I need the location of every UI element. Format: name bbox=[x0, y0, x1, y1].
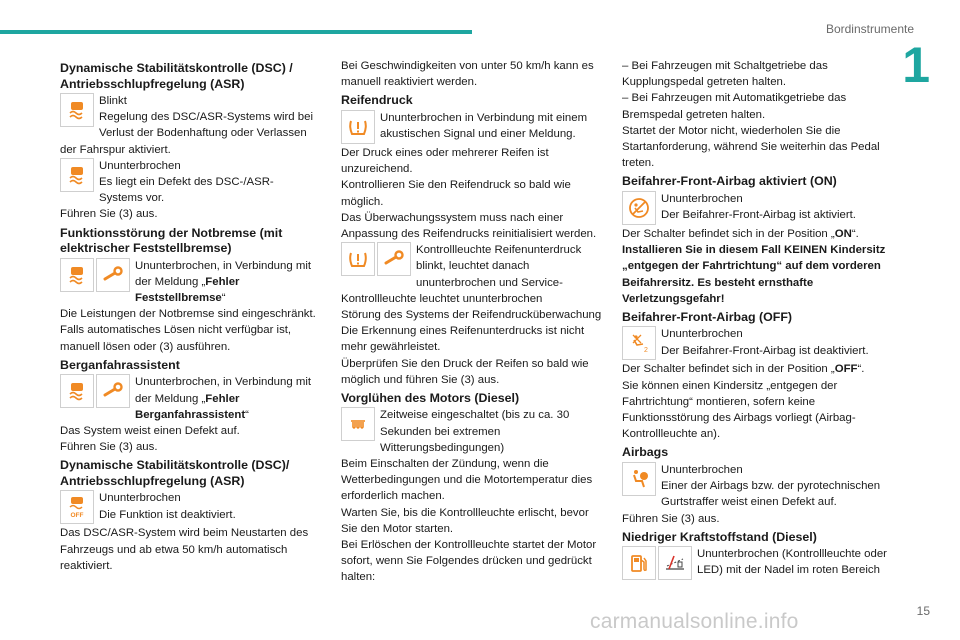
service-wrench-icon bbox=[377, 242, 411, 276]
heading-vorgluehen: Vorglühen des Motors (Diesel) bbox=[341, 390, 520, 405]
description: Beim Einschalten der Zündung, wenn die Wetterbedingungen und die Motortemperatur dies erforderlich machen. bbox=[341, 458, 593, 503]
airbag-off-icon bbox=[622, 326, 656, 360]
skid-off-icon bbox=[60, 490, 94, 524]
fuel-gauge-icon bbox=[658, 546, 692, 580]
heading-airbag-on: Beifahrer-Front-Airbag aktiviert (ON) bbox=[622, 174, 837, 189]
skid-warning-icon bbox=[60, 158, 94, 192]
tyre-pressure-icon bbox=[341, 110, 375, 144]
description: Kontrollieren Sie den Reifendruck so bald wie möglich. bbox=[341, 179, 571, 208]
position-keyword: OFF bbox=[834, 363, 858, 376]
status-text: Ununterbrochen bbox=[661, 328, 743, 341]
icon-group bbox=[341, 242, 411, 276]
glow-plug-icon bbox=[341, 407, 375, 441]
description: Das DSC/ASR-System wird beim Neustarten des Fahrzeugs und ab etwa 50 km/h automatisch reaktiviert. bbox=[60, 527, 309, 572]
description bbox=[622, 226, 888, 242]
description: Einer der Airbags bzw. der pyrotechnischen Gurtstraffer weist einen Defekt auf. bbox=[661, 480, 881, 509]
list-item: – Bei Fahrzeugen mit Schaltgetriebe das Kupplungspedal getreten halten. bbox=[622, 60, 828, 89]
description: Regelung des DSC/ASR-Systems wird bei Verlust der Bodenhaftung oder Verlassen der Fahrspur aktiviert. bbox=[60, 111, 313, 156]
description: Das Überwachungssystem muss nach einer Anpassung des Reifendrucks reinitialisiert werden. bbox=[341, 211, 597, 240]
svg-text:OFF: OFF bbox=[70, 512, 84, 520]
heading-dsc-asr: Dynamische Stabilitätskontrolle (DSC) / Antriebsschlupfregelung (ASR) bbox=[60, 61, 293, 91]
status-text: Zeitweise eingeschaltet (bis zu ca. 30 Sekunden bei extremen Witterungsbedingungen) bbox=[380, 409, 570, 454]
warning-text bbox=[622, 242, 888, 307]
icon-group bbox=[341, 110, 375, 144]
list-item: – Bei Fahrzeugen mit Automatikgetriebe das Bremspedal getreten halten. bbox=[622, 92, 847, 121]
description: Die Erkennung eines Reifenunterdrucks ist nicht mehr gewährleistet. bbox=[341, 325, 585, 354]
description: Der Druck eines oder mehrerer Reifen ist unzureichend. bbox=[341, 146, 549, 176]
description: Der Beifahrer-Front-Airbag ist aktiviert. bbox=[661, 209, 856, 222]
status-text: Ununterbrochen bbox=[661, 463, 743, 476]
column-3 bbox=[622, 58, 888, 581]
text-prefix: Der Schalter befindet sich in der Position „ bbox=[622, 227, 835, 240]
svg-text:2: 2 bbox=[644, 347, 648, 355]
skid-warning-icon bbox=[60, 374, 94, 408]
status-suffix: “ bbox=[245, 408, 249, 421]
description: Bei Geschwindigkeiten von unter 50 km/h kann es manuell reaktiviert werden. bbox=[341, 60, 594, 89]
description: Bei Erlöschen der Kontrollleuchte startet der Motor sofort, wenn Sie Folgendes drücken und gedrückt halten: bbox=[341, 539, 597, 584]
status-text: Ununterbrochen bbox=[661, 192, 743, 205]
description: Startet der Motor nicht, wiederholen Sie die Startanforderung, während Sie weiterhin das Pedal treten. bbox=[622, 124, 880, 170]
description: Störung des Systems der Reifendrucküberwachung bbox=[341, 308, 602, 321]
skid-warning-icon bbox=[60, 258, 94, 292]
page-number: 15 bbox=[916, 604, 930, 618]
header-accent-bar bbox=[0, 30, 472, 34]
watermark: carmanualsonline.info bbox=[590, 610, 799, 633]
status-text: Ununterbrochen bbox=[99, 159, 181, 172]
message-keyword: Fehler Berganfahrassistent bbox=[135, 392, 246, 421]
chapter-number: 1 bbox=[902, 37, 930, 93]
heading-kraftstoff: Niedriger Kraftstoffstand (Diesel) bbox=[622, 529, 817, 544]
status-text: Ununterbrochen (Kontrollleuchte oder LED) mit der Nadel im roten Bereich bbox=[697, 548, 887, 577]
action-text: Führen Sie (3) aus. bbox=[60, 441, 158, 454]
heading-airbag-off: Beifahrer-Front-Airbag (OFF) bbox=[622, 309, 793, 324]
tyre-pressure-icon bbox=[341, 242, 375, 276]
status-suffix: “ bbox=[221, 292, 226, 305]
airbag-fault-icon bbox=[622, 462, 656, 496]
text-suffix: “. bbox=[851, 227, 859, 240]
description: Es liegt ein Defekt des DSC-/ASR-Systems vor. bbox=[99, 176, 274, 205]
description: Überprüfen Sie den Druck der Reifen so bald wie möglich und führen Sie (3) aus. bbox=[341, 357, 589, 386]
message-keyword: Fehler Feststellbremse bbox=[135, 275, 240, 305]
section-title: Bordinstrumente bbox=[825, 22, 914, 36]
icon-group bbox=[60, 258, 130, 292]
fuel-pump-icon bbox=[622, 546, 656, 580]
icon-group bbox=[60, 158, 94, 192]
service-wrench-icon bbox=[96, 374, 130, 408]
description: Sie können einen Kindersitz „entgegen der Fahrtrichtung“ montieren, sofern keine Funktionsstörung des Airbags vorliegt (Airbag-Kontrollleuchte an). bbox=[622, 379, 856, 441]
description: Die Funktion ist deaktiviert. bbox=[99, 508, 236, 521]
status-prefix: Ununterbrochen, in Verbindung mit der Meldung „ bbox=[135, 259, 312, 288]
heading-airbags: Airbags bbox=[622, 445, 669, 460]
icon-group bbox=[622, 326, 656, 360]
position-keyword: ON bbox=[834, 227, 852, 240]
icon-group bbox=[60, 490, 94, 524]
heading-berganfahr: Berganfahrassistent bbox=[60, 357, 180, 372]
warning-bold: Installieren Sie in diesem Fall KEINEN Kindersitz „entgegen der Fahrtrichtung“ auf dem vorderen Beifahrersitz. Es besteht ernsthafte Verletzungsgefahr! bbox=[622, 244, 886, 305]
icon-group bbox=[60, 374, 130, 408]
description: Warten Sie, bis die Kontrollleuchte erlischt, bevor Sie den Motor starten. bbox=[341, 506, 589, 535]
status-text: Kontrollleuchte Reifenunterdruck blinkt, leuchtet danach ununterbrochen und Service-Kontrollleuchte leuchtet ununterbrochen bbox=[341, 244, 582, 305]
column-1 bbox=[60, 58, 316, 574]
icon-group bbox=[341, 407, 375, 441]
status-text: Ununterbrochen in Verbindung mit einem akustischen Signal und einer Meldung. bbox=[380, 111, 588, 141]
status-text: Ununterbrochen bbox=[99, 492, 181, 505]
text-suffix: “. bbox=[857, 363, 865, 376]
service-wrench-icon bbox=[96, 258, 130, 292]
icon-group bbox=[622, 546, 692, 580]
text-prefix: Der Schalter befindet sich in der Position „ bbox=[622, 363, 835, 376]
heading-reifendruck: Reifendruck bbox=[341, 93, 413, 108]
icon-group bbox=[622, 462, 656, 496]
action-text: Führen Sie (3) aus. bbox=[60, 208, 158, 221]
skid-warning-icon bbox=[60, 93, 94, 127]
column-2 bbox=[341, 58, 607, 586]
heading-notbremse: Funktionsstörung der Notbremse (mit elektrischer Feststellbremse) bbox=[60, 225, 283, 256]
status-prefix: Ununterbrochen, in Verbindung mit der Meldung „ bbox=[135, 376, 312, 405]
status-text: Blinkt bbox=[99, 95, 127, 107]
description bbox=[622, 361, 888, 377]
description: Die Leistungen der Notbremse sind eingeschränkt. Falls automatisches Lösen nicht verfügbar ist, manuell lösen oder (3) ausführen. bbox=[60, 308, 316, 353]
description: Der Beifahrer-Front-Airbag ist deaktiviert. bbox=[661, 344, 869, 357]
icon-group bbox=[622, 191, 656, 225]
airbag-on-icon bbox=[622, 191, 656, 225]
description: Das System weist einen Defekt auf. bbox=[60, 424, 240, 437]
icon-group bbox=[60, 93, 94, 127]
action-text: Führen Sie (3) aus. bbox=[622, 512, 720, 525]
heading-dsc-off: Dynamische Stabilitätskontrolle (DSC)/ Antriebsschlupfregelung (ASR) bbox=[60, 458, 290, 488]
